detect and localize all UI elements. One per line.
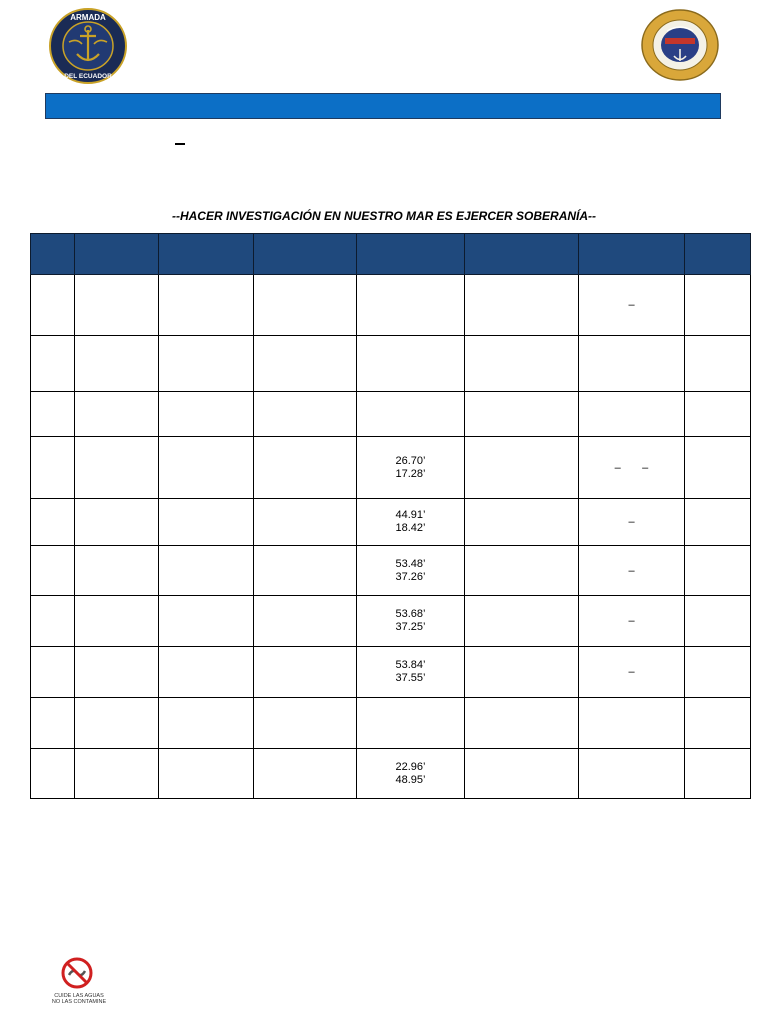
table-row <box>31 749 751 799</box>
header-cell <box>579 234 685 275</box>
coordinate-cell <box>357 275 465 336</box>
dash-cell: – – <box>579 437 685 499</box>
table-row <box>31 437 751 499</box>
navy-seal-ring-text: ARMADA <box>70 13 106 22</box>
inocar-seal-icon <box>641 9 719 81</box>
coordinate-cell: 53.48’ 37.26’ <box>357 546 465 596</box>
coordinate-cell <box>357 336 465 392</box>
table-row <box>31 546 751 596</box>
footer-line2: NO LAS CONTAMINE <box>51 999 107 1005</box>
coordinate-cell: 22.96’ 48.95’ <box>357 749 465 799</box>
dash-cell <box>579 392 685 437</box>
dash-cell <box>579 336 685 392</box>
table-row <box>31 698 751 749</box>
dash-cell: – <box>579 596 685 647</box>
table-row <box>31 336 751 392</box>
motto-text: --HACER INVESTIGACIÓN EN NUESTRO MAR ES EJERCER SOBERANÍA-- <box>171 209 597 223</box>
dash-cell: – <box>579 499 685 546</box>
dash-cell <box>579 698 685 749</box>
header-cell <box>465 234 579 275</box>
table-row <box>31 596 751 647</box>
coordinate-cell <box>357 698 465 749</box>
header-bar <box>45 93 721 119</box>
data-table <box>30 233 751 799</box>
table-row <box>31 275 751 336</box>
coordinate-cell: 53.84’ 37.55’ <box>357 647 465 698</box>
navy-seal-icon <box>49 8 127 84</box>
header-cell <box>75 234 159 275</box>
table-row <box>31 499 751 546</box>
table-header-row <box>31 234 751 275</box>
table-row <box>31 392 751 437</box>
header-dash <box>175 143 185 145</box>
header-cell <box>159 234 254 275</box>
header-cell <box>254 234 357 275</box>
header-cell <box>685 234 751 275</box>
coordinate-cell: 44.91’ 18.42’ <box>357 499 465 546</box>
coordinate-cell: 53.68’ 37.25’ <box>357 596 465 647</box>
header-cell <box>357 234 465 275</box>
header-cell <box>31 234 75 275</box>
dash-cell: – <box>579 647 685 698</box>
dash-cell <box>579 749 685 799</box>
dash-cell: – <box>579 275 685 336</box>
dash-cell: – <box>579 546 685 596</box>
coordinate-cell <box>357 392 465 437</box>
coordinate-cell: 26.70’ 17.28’ <box>357 437 465 499</box>
table-row <box>31 647 751 698</box>
footer-line1: CUIDE LAS AGUAS <box>54 993 104 999</box>
navy-seal-bottom-text: DEL ECUADOR <box>64 73 112 80</box>
footer-caption <box>40 993 118 1005</box>
